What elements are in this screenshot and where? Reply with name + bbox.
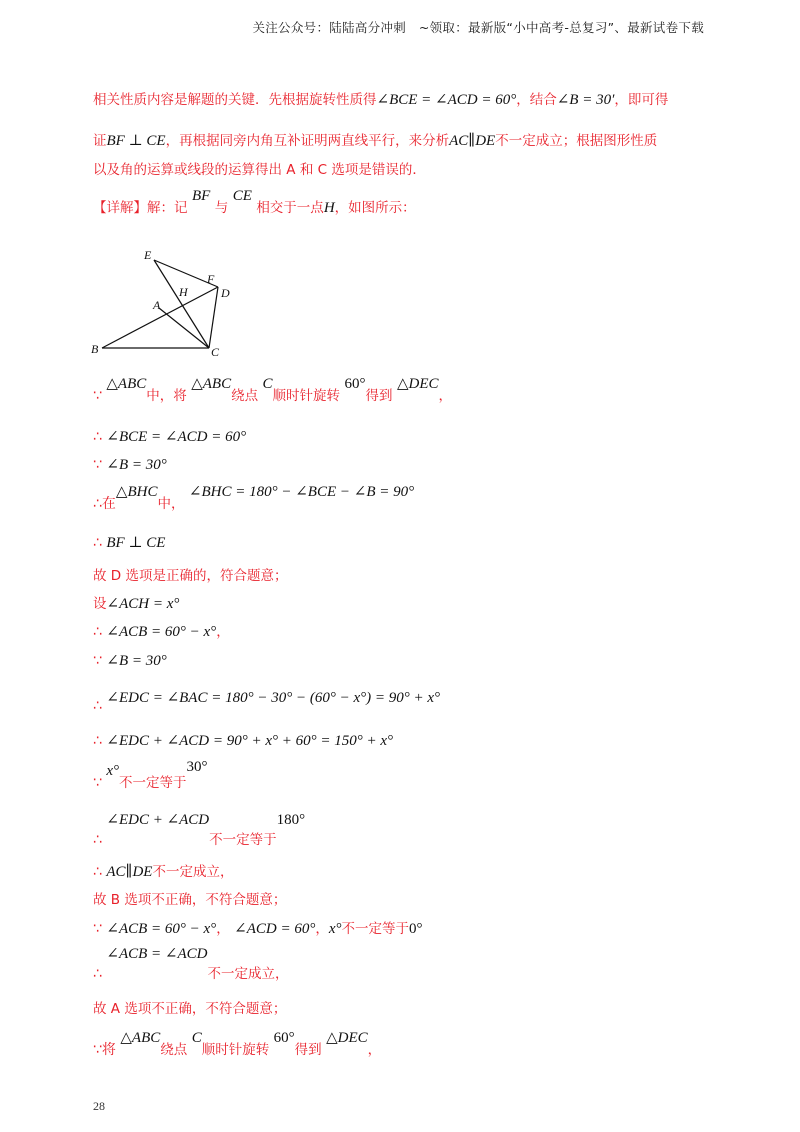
page-header: 关注公众号：陆陆高分冲刺 ~领取：最新版“小中高考-总复习”、最新试卷下载	[252, 20, 704, 35]
step-text: 中，	[157, 496, 185, 512]
step-text: 绕点	[160, 1042, 188, 1058]
intro-text: 不一定成立；根据图形性质	[495, 133, 658, 149]
step-text: 顺时针旋转	[272, 388, 341, 404]
label-f: F	[207, 272, 215, 286]
step-text: 绕点	[231, 388, 259, 404]
math-degree: 60°	[273, 1030, 295, 1046]
math-c: C	[262, 376, 273, 392]
intro-text: 以及角的运算或线段的运算得出 A 和 C 选项是错误的．	[93, 162, 426, 178]
step-text: 得到	[365, 388, 393, 404]
intro-text: ，再根据同旁内角互补证明两直线平行，来分析	[165, 133, 450, 149]
step-text: 不一定成立，	[152, 864, 234, 880]
step-text: ，	[216, 624, 230, 640]
step-text: ，	[315, 921, 329, 937]
math-h: H	[323, 200, 335, 216]
step-6	[93, 566, 287, 586]
segment-ca	[159, 308, 209, 348]
intro-line-1	[93, 90, 668, 110]
math-value: 30°	[186, 759, 208, 775]
math-triangle: △BHC	[115, 484, 158, 500]
math-expression: ∠ACB = 60° − x°	[106, 624, 217, 640]
therefore-symbol: ∴在	[93, 496, 116, 512]
intro-text: 相关性质内容是解题的关键．先根据旋转性质得	[93, 92, 377, 108]
intro-text: 证	[93, 133, 107, 149]
label-c: C	[211, 345, 220, 359]
detail-line	[93, 188, 416, 218]
step-text: ，	[216, 921, 230, 937]
because-symbol: ∵	[93, 921, 102, 937]
math-triangle: △ABC	[106, 376, 147, 392]
step-9	[93, 651, 167, 671]
therefore-symbol: ∴	[93, 624, 102, 640]
math-degree: 60°	[344, 376, 366, 392]
math-value: 0°	[409, 921, 423, 937]
math-expression: AC∥DE	[449, 133, 496, 149]
label-a: A	[153, 298, 161, 312]
therefore-symbol: ∴	[93, 535, 102, 551]
math-triangle: △DEC	[396, 376, 439, 392]
step-text: 不一定成立，	[207, 966, 289, 982]
step-8	[93, 622, 230, 642]
detail-text: 与	[214, 200, 229, 216]
math-triangle: △ABC	[120, 1030, 161, 1046]
math-expression: ∠BHC = 180° − ∠BCE − ∠B = 90°	[188, 484, 415, 500]
conclusion-b: 故 B 选项不正确，不符合题意；	[93, 892, 287, 908]
step-7	[93, 594, 179, 614]
math-expression: ∠ACB = ∠ACD	[106, 946, 208, 962]
therefore-symbol: ∴	[93, 733, 102, 749]
therefore-symbol: ∴	[93, 429, 102, 445]
intro-line-3	[93, 160, 426, 180]
math-expression: ∠ACD = 60°	[234, 921, 316, 937]
math-x: x°	[106, 763, 120, 779]
step-text: 中，将	[146, 388, 187, 404]
math-expression: BF ⊥ CE	[106, 133, 166, 149]
math-ce: CE	[232, 188, 252, 204]
because-symbol: ∵	[93, 775, 102, 791]
therefore-symbol: ∴	[93, 832, 102, 848]
math-expression: ∠EDC = ∠BAC = 180° − 30° − (60° − x°) = 90° + x°	[106, 690, 440, 706]
segment-ce	[154, 260, 209, 348]
step-17	[93, 946, 289, 982]
step-16	[93, 919, 423, 939]
step-text: 不一定等于	[209, 832, 277, 848]
intro-line-2	[93, 131, 657, 151]
therefore-symbol: ∴	[93, 966, 102, 982]
label-h: H	[179, 285, 188, 299]
math-expression: ∠BCE = ∠ACD = 60°	[106, 429, 247, 445]
math-triangle: △ABC	[191, 376, 232, 392]
step-text: 顺时针旋转	[201, 1042, 270, 1058]
step-19	[93, 1030, 382, 1060]
label-b: B	[91, 342, 99, 356]
math-c: C	[191, 1030, 202, 1046]
detail-text: ，如图所示：	[334, 200, 416, 216]
segment-cd	[209, 287, 218, 348]
math-expression: ∠B = 30′	[556, 92, 615, 108]
step-text: 不一定等于	[119, 775, 187, 791]
detail-text: 解：记	[147, 200, 188, 216]
math-expression: ∠EDC + ∠ACD	[106, 812, 210, 828]
because-symbol: ∵	[93, 457, 102, 473]
step-4	[93, 484, 415, 514]
step-12	[93, 759, 208, 793]
step-text: 得到	[294, 1042, 322, 1058]
step-15	[93, 890, 286, 910]
math-expression: AC∥DE	[106, 864, 153, 880]
step-14	[93, 862, 233, 882]
math-bf: BF	[191, 188, 211, 204]
geometry-figure	[88, 245, 238, 360]
segment-bd	[102, 287, 218, 348]
detail-tag: 【详解】	[93, 200, 147, 216]
math-expression: ∠B = 30°	[106, 457, 167, 473]
math-expression: BF ⊥ CE	[106, 535, 166, 551]
step-3	[93, 455, 167, 475]
math-expression: ∠B = 30°	[106, 653, 167, 669]
step-text: 设	[93, 596, 107, 612]
conclusion-d: 故 D 选项是正确的，符合题意；	[93, 568, 288, 584]
because-symbol: ∵	[93, 388, 102, 404]
math-expression: ∠BCE = ∠ACD = 60°	[376, 92, 517, 108]
therefore-symbol: ∴	[93, 698, 102, 714]
page-number: 28	[93, 1099, 105, 1113]
math-expression: ∠ACH = x°	[106, 596, 180, 612]
step-text: ，	[438, 388, 452, 404]
therefore-symbol: ∴	[93, 864, 102, 880]
step-5	[93, 533, 165, 553]
step-text: ，	[367, 1042, 382, 1058]
math-triangle: △DEC	[326, 1030, 368, 1046]
because-symbol: ∵	[93, 653, 102, 669]
conclusion-a: 故 A 选项不正确，不符合题意；	[93, 1001, 287, 1017]
because-symbol: ∵将	[93, 1042, 116, 1058]
step-18	[93, 999, 286, 1019]
math-expression: ∠ACB = 60° − x°	[106, 921, 217, 937]
label-e: E	[144, 248, 152, 262]
step-11	[93, 731, 393, 751]
label-d: D	[221, 286, 230, 300]
intro-text: ，结合	[516, 92, 557, 108]
step-10	[93, 688, 440, 714]
step-13	[93, 812, 306, 848]
step-1	[93, 376, 452, 406]
detail-text: 相交于一点	[256, 200, 324, 216]
math-expression: ∠EDC + ∠ACD = 90° + x° + 60° = 150° + x°	[106, 733, 394, 749]
step-2	[93, 427, 246, 447]
math-value: 180°	[276, 812, 306, 828]
intro-text: ，即可得	[614, 92, 669, 108]
step-text: 不一定等于	[341, 921, 409, 937]
math-x: x°	[328, 921, 342, 937]
